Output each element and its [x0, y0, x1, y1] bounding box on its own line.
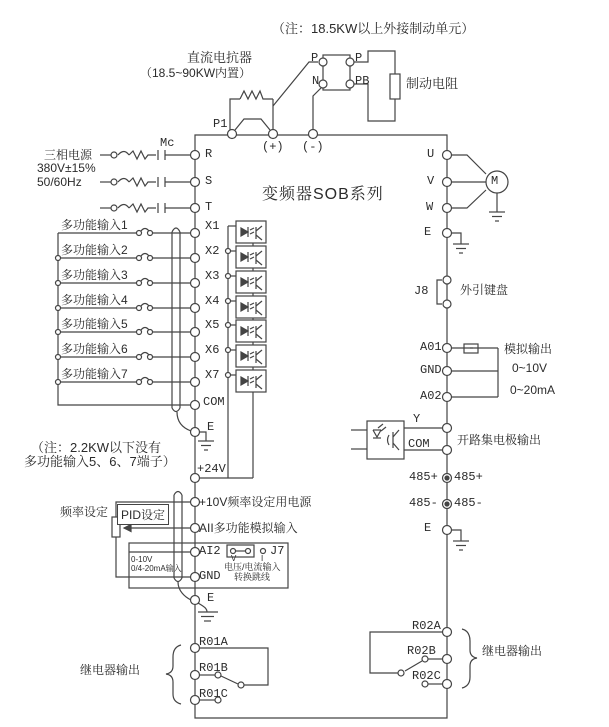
inverter-title: 变频器SOB系列	[262, 186, 384, 203]
terminal-10v-label: +10V频率设定用电源	[199, 495, 312, 509]
terminal-p1-label: P1	[213, 117, 228, 131]
terminal-x5-label: X5	[205, 318, 220, 332]
terminal-r02b-label: R02B	[407, 644, 436, 658]
terminal-x1-label: X1	[205, 219, 220, 233]
din-label-6: 多功能输入6	[61, 342, 128, 356]
terminal-x3-label: X3	[205, 269, 220, 283]
note-top: （注：18.5KW以上外接制动单元）	[272, 21, 475, 36]
pid-set-box: PID设定	[117, 504, 169, 525]
keypad-connector-icon	[437, 276, 451, 308]
ground-icon-e1	[198, 432, 214, 450]
din-label-5: 多功能输入5	[61, 317, 128, 331]
ground-icon-e4	[451, 530, 469, 550]
j7-label: J7	[270, 544, 285, 558]
motor-m-label: M	[491, 174, 499, 188]
brake-resistor-label: 制动电阻	[406, 76, 459, 91]
dc-reactor-label: 直流电抗器	[187, 50, 253, 65]
din-label-2: 多功能输入2	[61, 243, 128, 257]
analog-output-wires	[451, 344, 498, 397]
keypad-label: 外引键盘	[460, 283, 509, 297]
motor-circuit	[451, 155, 508, 221]
terminal-com2-label: COM	[408, 437, 430, 451]
terminal-v-label: V	[427, 174, 435, 188]
terminal-r01a-label: R01A	[199, 635, 228, 649]
terminal-u-label: U	[427, 147, 435, 161]
terminal-t-label: T	[205, 200, 213, 214]
terminal-r02c-label: R02C	[412, 669, 441, 683]
terminal-r01b-label: R01B	[199, 661, 228, 675]
terminal-s-label: S	[205, 174, 213, 188]
brake-unit-block	[273, 55, 354, 129]
brace-right	[462, 629, 477, 688]
relay2-output-label: 继电器输出	[482, 644, 543, 658]
analog-output-label: 模拟输出	[504, 342, 553, 356]
din-label-1: 多功能输入1	[61, 218, 128, 232]
power-voltage-label: 380V±15%	[37, 161, 96, 175]
inverter-outline	[195, 135, 447, 718]
power-input-rows	[100, 150, 190, 213]
analog-output-range2: 0~20mA	[510, 383, 556, 397]
power-source-label: 三相电源	[44, 148, 93, 162]
terminal-ai1-label: AII多功能模拟输入	[199, 521, 298, 535]
terminal-com-label: COM	[203, 395, 225, 409]
terminal-e1-label: E	[207, 420, 215, 434]
j7-i-label: I	[261, 554, 264, 563]
analog-output-range1: 0~10V	[512, 361, 548, 375]
brake-p-right-label: P	[355, 51, 363, 65]
shield-cable-icon-2	[174, 492, 191, 601]
terminal-a01-label: A01	[420, 340, 442, 354]
din-label-7: 多功能输入7	[61, 367, 128, 381]
terminal-x4-label: X4	[205, 294, 220, 308]
terminal-485p-right-label: 485+	[454, 470, 483, 484]
terminal-ai2-label: AI2	[199, 544, 221, 558]
ground-icon-e3	[451, 233, 469, 253]
relay1-output-label: 继电器输出	[80, 663, 141, 677]
opto-isolator-icons	[236, 221, 266, 392]
ai2-range2-label: 0/4-20mA输入	[131, 564, 182, 573]
terminal-x2-label: X2	[205, 244, 220, 258]
terminal-r-label: R	[205, 147, 213, 161]
terminal-x6-label: X6	[205, 343, 220, 357]
terminal-24v-label: +24V	[197, 462, 226, 476]
brace-left	[166, 645, 181, 704]
switch-icons	[137, 229, 191, 385]
din-label-4: 多功能输入4	[61, 293, 128, 307]
contactor-mc-label: Mc	[160, 136, 175, 150]
jumper-desc-line2: 转换跳线	[234, 572, 271, 582]
j8-label: J8	[414, 284, 429, 298]
terminal-gnd2-label: GND	[420, 363, 442, 377]
note-bottom-line2: 多功能输入5、6、7端子）	[24, 454, 176, 469]
terminal-485n-right-label: 485-	[454, 496, 483, 510]
terminal-y-label: Y	[413, 412, 421, 426]
open-collector-label: 开路集电极输出	[457, 433, 542, 447]
breaker-fuse-contactor-icon	[100, 150, 190, 213]
terminal-x7-label: X7	[205, 368, 220, 382]
jumper-desc-line1: 电压/电流输入	[224, 562, 281, 572]
din-label-3: 多功能输入3	[61, 268, 128, 282]
terminal-w-label: W	[426, 200, 434, 214]
terminal-r01c-label: R01C	[199, 687, 228, 701]
terminal-e4-label: E	[424, 521, 432, 535]
ground-icon-e2	[198, 603, 218, 621]
terminal-485p-left-label: 485+	[409, 470, 438, 484]
terminal-minus-label: (-)	[302, 140, 324, 154]
terminal-e2-label: E	[207, 591, 215, 605]
freq-set-label: 频率设定	[60, 505, 109, 519]
terminal-485n-left-label: 485-	[409, 496, 438, 510]
terminal-r02a-label: R02A	[412, 619, 441, 633]
terminal-plus-label: (+)	[262, 140, 284, 154]
terminal-a02-label: A02	[420, 389, 442, 403]
dc-reactor-range: （18.5~90KW内置）	[140, 66, 252, 80]
j7-v-label: V	[231, 554, 237, 563]
note-bottom-line1: （注：2.2KW以下没有	[31, 440, 162, 455]
terminal-gnd-label: GND	[199, 569, 221, 583]
terminal-e3-label: E	[424, 225, 432, 239]
brake-pb-right-label: PB	[355, 74, 370, 88]
power-freq-label: 50/60Hz	[37, 175, 82, 189]
brake-n-left-label: N	[312, 74, 320, 88]
dc-reactor-symbol	[230, 91, 273, 130]
brake-p-left-label: P	[311, 51, 319, 65]
ai2-range1-label: 0-10V	[131, 555, 153, 564]
